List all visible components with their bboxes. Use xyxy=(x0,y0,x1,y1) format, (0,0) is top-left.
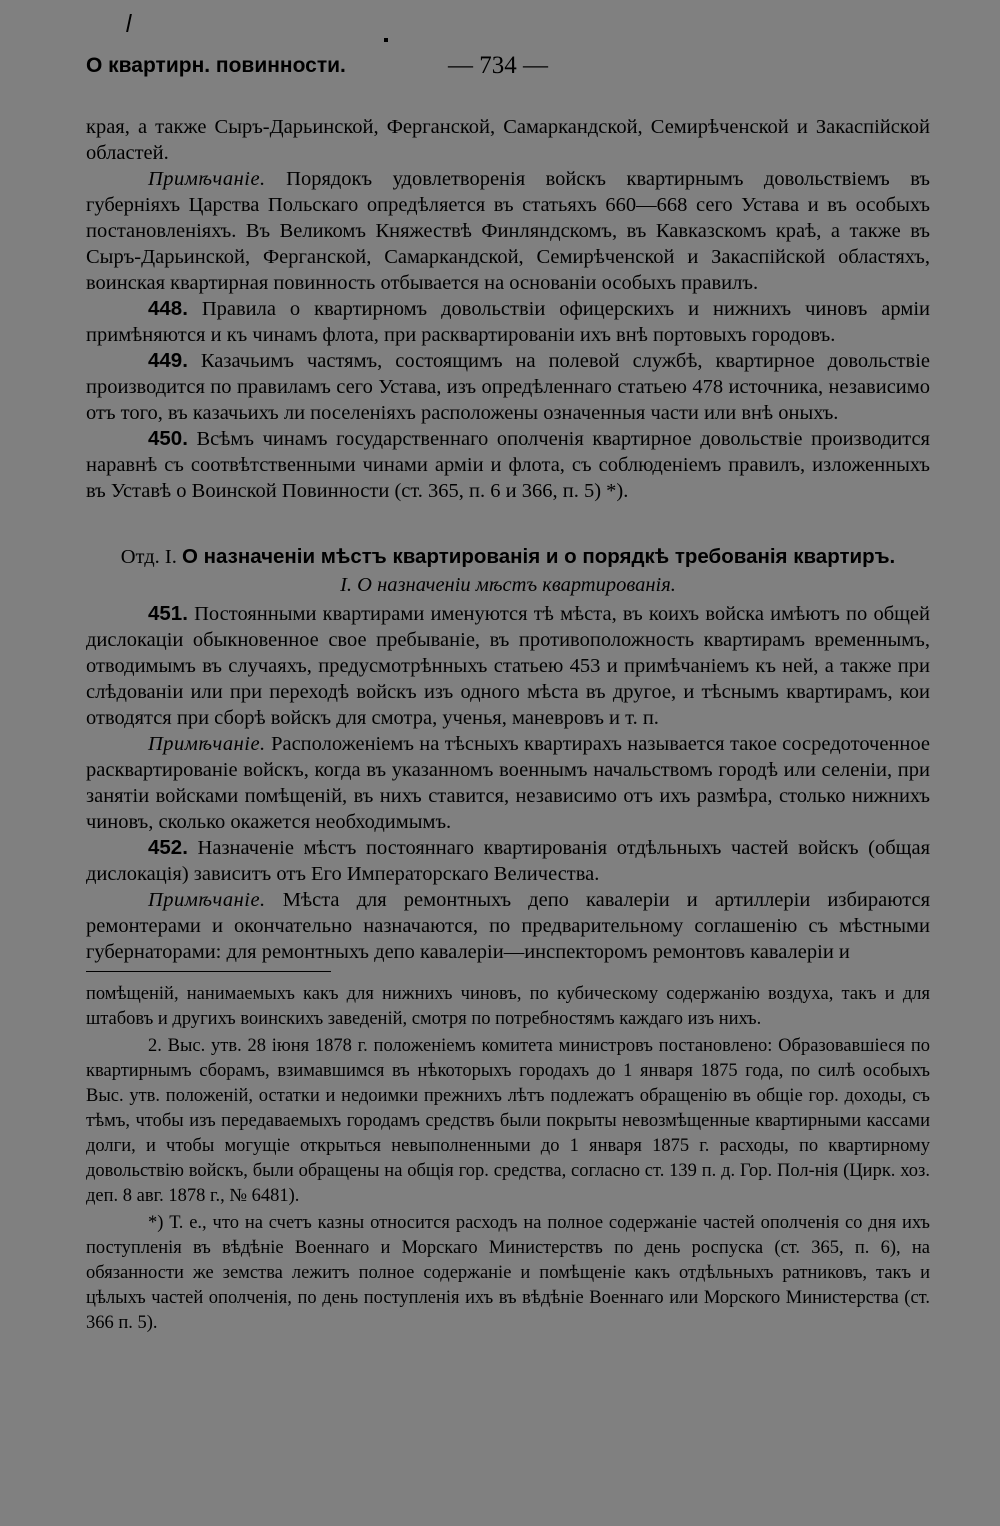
note-text: Порядокъ удовлетворенія войскъ квартирнымъ довольствіемъ въ губерніяхъ Царства Польскаго опредѣляется въ статьяхъ 660—668 сего Устава и въ особыхъ постановленіяхъ. Въ Великомъ Княжествѣ Финляндскомъ, въ Кавказскомъ краѣ, а также въ Сыръ-Дарьинской, Ферганской, Самаркандской, Семирѣченской и Закаспійской областяхъ, воинская квартирная повинность отбывается на основаніи особыхъ правилъ. xyxy=(86,168,930,294)
article-text: Правила о квартирномъ довольствіи офицерскихъ и нижнихъ чиновъ арміи примѣняются и къ чинамъ флота, при расквартированіи ихъ внѣ портовыхъ городовъ. xyxy=(86,298,930,346)
article-text: Всѣмъ чинамъ государственнаго ополченія квартирное довольствіе производится наравнѣ съ соотвѣтственными чинами арміи и флота, съ соблюденіемъ правилъ, изложенныхъ въ Уставѣ о Воинской Повинности (ст. 365, п. 6 и 366, п. 5) *). xyxy=(86,428,930,502)
page-header xyxy=(86,54,930,88)
article-number: 448. xyxy=(148,297,188,320)
main-text xyxy=(86,114,930,965)
article-text: Казачьимъ частямъ, состоящимъ на полевой службѣ, квартирное довольствіе производится по правиламъ сего Устава, изъ опредѣленнаго статьею 478 источника, независимо отъ того, въ казачьихъ ли поселеніяхъ расположены означенныя части или внѣ оныхъ. xyxy=(86,350,930,424)
page-body xyxy=(86,114,930,1336)
note-label: Примѣчаніе. xyxy=(148,733,266,755)
article-449 xyxy=(86,348,930,426)
footnote-divider xyxy=(86,971,331,972)
article-448 xyxy=(86,296,930,348)
article-number: 450. xyxy=(148,427,188,450)
article-450 xyxy=(86,426,930,504)
article-text: Постоянными квартирами именуются тѣ мѣста, въ коихъ войска имѣютъ по общей дислокаціи обыкновенное свое пребываніе, въ противоположность квартирамъ временнымъ, отводимымъ въ случаяхъ, предусмотрѣнныхъ статьею 453 и примѣчаніемъ къ ней, а также при слѣдованіи или при переходѣ войскъ изъ одного мѣста въ другое, и тѣснымъ квартирамъ, кои отводятся при сборѣ войскъ для смотра, ученья, маневровъ и т. п. xyxy=(86,603,930,729)
paragraph: края, а также Сыръ-Дарьинской, Ферганской, Самаркандской, Семирѣченской и Закаспійской областей. xyxy=(86,116,930,164)
note-label: Примѣчаніе. xyxy=(148,889,266,911)
article-number: 451. xyxy=(148,602,188,625)
article-number: 449. xyxy=(148,349,188,372)
note-paragraph xyxy=(86,731,930,835)
article-number: 452. xyxy=(148,836,188,859)
article-451 xyxy=(86,601,930,731)
note-text: Расположеніемъ на тѣсныхъ квартирахъ называется такое сосредоточенное расквартированіе войскъ, когда въ указанномъ военнымъ начальствомъ городѣ или селеніи, при занятіи войсками помѣщеній, въ нихъ ставится, независимо отъ ихъ размѣра, столько нижнихъ чиновъ, сколько окажется необходимымъ. xyxy=(86,733,930,833)
scan-mark xyxy=(126,14,132,32)
footnotes xyxy=(86,982,930,1336)
running-title: О квартирн. повинности. xyxy=(86,54,346,77)
article-452 xyxy=(86,835,930,887)
section-heading xyxy=(86,544,930,570)
scan-mark xyxy=(384,38,388,42)
note-text: Мѣста для ремонтныхъ депо кавалеріи и артиллеріи избираются ремонтерами и окончательно назначаются, по предварительному соглашенію съ мѣстными губернаторами: для ремонтныхъ депо кавалеріи—инспекторомъ ремонтовъ кавалеріи и xyxy=(86,889,930,963)
article-text: Назначеніе мѣстъ постояннаго квартированія отдѣльныхъ частей войскъ (общая дислокація) зависитъ отъ Его Императорскаго Величества. xyxy=(86,837,930,885)
footnote-continuation: помѣщеній, нанимаемыхъ какъ для нижнихъ чиновъ, по кубическому содержанію воздуха, такъ и для штабовъ и другихъ воинскихъ заведеній, смотря по потребностямъ каждаго изъ нихъ. xyxy=(86,984,930,1029)
footnote-star: *) Т. е., что на счетъ казны относится расходъ на полное содержаніе частей ополченія со дня ихъ поступленія въ вѣдѣніе Военнаго и Морскаго Министерствъ по день роспуска (ст. 365, п. 6), на обязанности же земства лежитъ полное содержаніе и помѣщеніе какъ отдѣльныхъ ратниковъ, такъ и цѣлыхъ частей ополченія, по день поступленія ихъ въ вѣдѣніе Военнаго или Морского Министерства (ст. 366 п. 5). xyxy=(86,1213,930,1333)
subsection-heading: I. О назначеніи мѣстъ квартированія. xyxy=(340,574,676,596)
note-paragraph xyxy=(86,166,930,296)
page-number: — 734 — xyxy=(448,52,548,79)
note-label: Примѣчаніе. xyxy=(148,168,266,190)
section-title: О назначеніи мѣстъ квартированія и о порядкѣ требованія квартиръ. xyxy=(181,545,896,568)
note-paragraph xyxy=(86,887,930,965)
section-prefix: Отд. I. xyxy=(120,546,182,568)
footnote-2: 2. Выс. утв. 28 іюня 1878 г. положеніемъ комитета министровъ постановлено: Образовавшіеся по квартирнымъ сборамъ, взимавшимся въ нѣкоторыхъ городахъ до 1 января 1875 года, по силѣ особыхъ Выс. утв. положеній, остатки и недоимки прежнихъ лѣтъ подлежатъ обращенію въ общіе гор. доходы, съ тѣмъ, чтобы изъ передаваемыхъ городамъ средствъ были покрыты невозмѣщенные квартирными кассами долги, и чтобы могущіе открыться невыполненными до 1 января 1875 г. расходы, по квартирному довольствію войскъ, были обращены на общія гор. средства, согласно ст. 139 п. д. Гор. Пол-нія (Цирк. хоз. деп. 8 авг. 1878 г., № 6481). xyxy=(86,1036,930,1206)
